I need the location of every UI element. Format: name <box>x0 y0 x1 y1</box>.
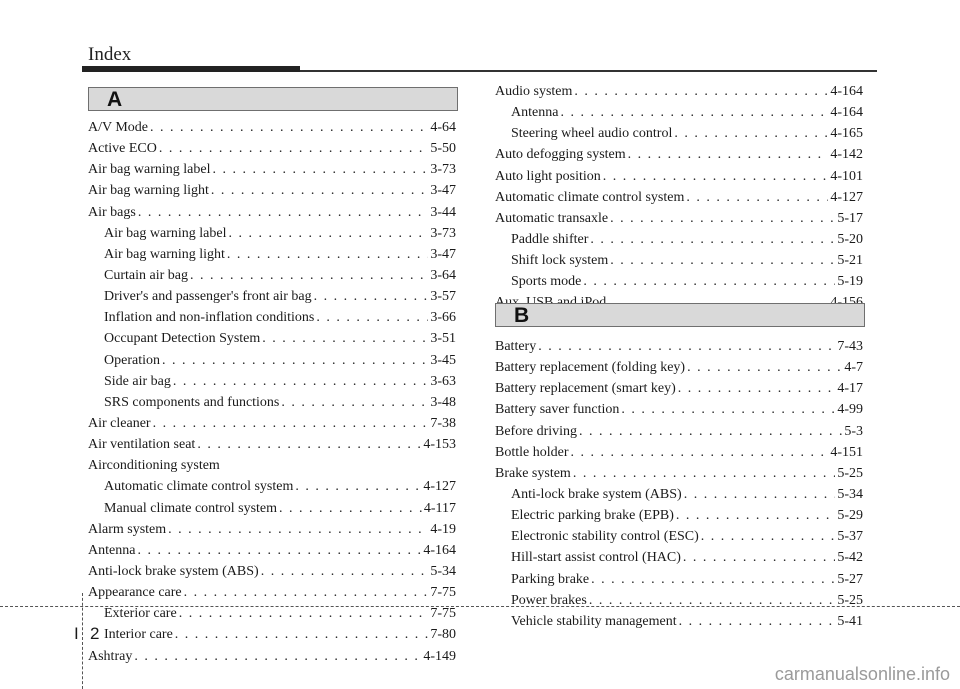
index-entry <box>495 147 863 168</box>
index-entry <box>495 211 863 232</box>
index-entry <box>88 522 456 543</box>
dot-leader <box>162 353 428 369</box>
index-term: A/V Mode <box>88 120 149 135</box>
index-term: SRS components and functions <box>104 394 280 410</box>
index-page-ref: 4-99 <box>837 402 863 418</box>
dot-leader <box>687 360 842 376</box>
index-page-ref: 4-17 <box>837 381 863 397</box>
dot-leader <box>197 437 421 453</box>
dot-leader <box>701 529 836 545</box>
dot-leader <box>175 627 429 643</box>
dot-leader <box>679 614 836 630</box>
section-header-a <box>88 87 458 111</box>
index-subentry <box>88 479 456 500</box>
index-entry <box>495 445 863 466</box>
index-page-ref: 7-43 <box>837 339 863 354</box>
index-term: Audio system <box>495 84 573 99</box>
index-entry <box>88 458 456 479</box>
index-entry <box>495 466 863 487</box>
index-page-ref: 4-142 <box>830 147 863 163</box>
index-entry <box>88 183 456 204</box>
index-page-ref: 3-63 <box>430 373 456 389</box>
dot-leader <box>211 183 428 199</box>
dot-leader <box>179 606 429 622</box>
index-term: Steering wheel audio control <box>511 126 673 142</box>
dot-leader <box>603 169 829 185</box>
dot-leader <box>621 402 835 418</box>
index-page-ref: 5-37 <box>837 529 863 545</box>
index-entry <box>495 424 863 445</box>
index-term: Paddle shifter <box>511 231 589 247</box>
index-entry <box>88 162 456 183</box>
index-term: Bottle holder <box>495 444 569 460</box>
footer-divider-horizontal <box>0 606 960 607</box>
index-term: Alarm system <box>88 521 167 537</box>
index-subentry <box>88 395 456 416</box>
index-page-ref: 5-50 <box>430 141 456 157</box>
index-page-ref: 5-21 <box>837 253 863 269</box>
index-term: Airconditioning system <box>88 458 220 474</box>
index-page-ref: 3-66 <box>430 310 456 326</box>
index-page-ref: 3-51 <box>430 331 456 347</box>
index-term: Air ventilation seat <box>88 437 196 453</box>
dot-leader <box>173 374 428 390</box>
dot-leader <box>573 466 836 482</box>
index-term: Antenna <box>511 105 559 121</box>
dot-leader <box>684 487 836 503</box>
dot-leader <box>316 310 428 326</box>
dot-leader <box>262 331 428 347</box>
index-page-ref: 4-153 <box>423 437 456 453</box>
index-term: Anti-lock brake system (ABS) <box>88 563 259 579</box>
index-term: Battery replacement (folding key) <box>495 360 686 376</box>
dot-leader <box>678 381 836 397</box>
index-term: Battery saver function <box>495 402 620 418</box>
index-page-ref: 7-38 <box>430 415 456 431</box>
index-term: Exterior care <box>104 606 177 622</box>
dot-leader <box>184 585 429 601</box>
index-subentry <box>495 487 863 508</box>
index-entry <box>88 205 456 226</box>
page-title: Index <box>88 44 132 65</box>
index-subentry <box>88 289 456 310</box>
index-page-ref: 4-117 <box>423 500 456 516</box>
index-page-ref: 4-151 <box>830 444 863 460</box>
index-term: Battery replacement (smart key) <box>495 381 676 397</box>
dot-leader <box>628 147 829 163</box>
index-entry <box>495 360 863 381</box>
index-term: Sports mode <box>511 274 582 290</box>
index-subentry <box>495 529 863 550</box>
index-entry <box>495 84 863 105</box>
dot-leader <box>212 162 428 178</box>
index-page-ref: 4-64 <box>430 120 456 135</box>
dot-leader <box>228 226 428 242</box>
index-page-ref: 4-164 <box>423 542 456 558</box>
index-entry <box>88 416 456 437</box>
title-rule-accent <box>82 66 300 72</box>
index-term: Active ECO <box>88 141 157 157</box>
dot-leader <box>590 232 835 248</box>
index-term: Auto defogging system <box>495 147 626 163</box>
index-term: Brake system <box>495 465 571 481</box>
index-entry <box>495 169 863 190</box>
dot-leader <box>574 84 828 100</box>
index-term: Power brakes <box>511 592 587 608</box>
index-subentry <box>88 331 456 352</box>
dot-leader <box>227 247 428 263</box>
index-term: Side air bag <box>104 373 171 389</box>
index-subentry <box>88 374 456 395</box>
index-page-ref: 5-27 <box>837 571 863 587</box>
index-term: Anti-lock brake system (ABS) <box>511 486 682 502</box>
index-page-ref: 4-164 <box>830 84 863 99</box>
index-page-ref: 7-75 <box>430 606 456 622</box>
dot-leader <box>538 339 835 355</box>
index-term: Occupant Detection System <box>104 331 261 347</box>
index-entry <box>495 402 863 423</box>
index-term: Parking brake <box>511 571 590 587</box>
index-term: Inflation and non-inflation conditions <box>104 310 315 326</box>
dot-leader <box>153 416 429 432</box>
index-entry <box>88 543 456 564</box>
index-subentry <box>88 353 456 374</box>
dot-leader <box>168 522 428 538</box>
index-subentry <box>88 606 456 627</box>
index-page-ref: 7-75 <box>430 585 456 601</box>
index-page-ref: 4-7 <box>844 360 863 376</box>
dot-leader <box>676 508 835 524</box>
index-term: Hill-start assist control (HAC) <box>511 550 681 566</box>
index-term: Appearance care <box>88 585 182 601</box>
index-term: Antenna <box>88 542 136 558</box>
section-header-b <box>495 303 865 327</box>
index-page-ref: 4-149 <box>423 648 456 664</box>
index-entry <box>88 564 456 585</box>
index-term: Auto light position <box>495 168 601 184</box>
index-term: Curtain air bag <box>104 267 188 283</box>
dot-leader <box>610 211 835 227</box>
index-page-ref: 4-127 <box>423 479 456 495</box>
dot-leader <box>579 424 842 440</box>
index-subentry <box>495 593 863 614</box>
index-entry <box>88 437 456 458</box>
index-page-ref: 3-57 <box>430 289 456 305</box>
index-entry <box>495 339 863 360</box>
index-page-ref: 5-34 <box>837 486 863 502</box>
dot-leader <box>279 501 422 517</box>
index-term: Air cleaner <box>88 415 151 431</box>
index-term: Automatic climate control system <box>104 479 294 495</box>
dot-leader <box>138 205 429 221</box>
index-page-ref: 5-34 <box>430 563 456 579</box>
index-term: Air bag warning light <box>88 183 209 199</box>
index-term: Ashtray <box>88 648 133 664</box>
index-page-ref: 3-47 <box>430 246 456 262</box>
index-term: Operation <box>104 352 160 368</box>
index-term: Electric parking brake (EPB) <box>511 508 674 524</box>
index-entry <box>88 141 456 162</box>
index-subentry <box>495 572 863 593</box>
index-page-ref: 7-80 <box>430 627 456 643</box>
index-subentry <box>88 501 456 522</box>
index-subentry <box>495 274 863 295</box>
index-column-right-b <box>495 339 863 635</box>
index-page-ref: 4-101 <box>830 168 863 184</box>
index-subentry <box>88 226 456 247</box>
index-page-ref: 5-20 <box>837 231 863 247</box>
index-entry <box>88 120 456 141</box>
dot-leader <box>281 395 428 411</box>
index-term: Vehicle stability management <box>511 613 677 629</box>
index-page-ref: 5-29 <box>837 508 863 524</box>
index-term: Air bag warning label <box>104 225 227 241</box>
index-subentry <box>88 268 456 289</box>
index-page-ref: 4-19 <box>430 521 456 537</box>
watermark: carmanualsonline.info <box>774 664 950 684</box>
dot-leader <box>261 564 429 580</box>
dot-leader <box>159 141 429 157</box>
dot-leader <box>583 274 835 290</box>
dot-leader <box>560 105 828 121</box>
footer-divider-vertical <box>82 593 83 689</box>
index-subentry <box>495 253 863 274</box>
section-letter-b: B <box>514 304 530 327</box>
index-entry <box>495 190 863 211</box>
index-page-ref: 3-47 <box>430 183 456 199</box>
index-subentry <box>88 310 456 331</box>
index-page-ref: 3-48 <box>430 394 456 410</box>
dot-leader <box>314 289 429 305</box>
dot-leader <box>190 268 428 284</box>
index-term: Shift lock system <box>511 253 609 269</box>
index-term: Air bag warning light <box>104 246 225 262</box>
index-entry <box>495 381 863 402</box>
section-letter-a: A <box>107 88 123 111</box>
index-term: Driver's and passenger's front air bag <box>104 289 312 305</box>
index-subentry <box>88 627 456 648</box>
dot-leader <box>571 445 829 461</box>
index-page-ref: 3-64 <box>430 267 456 283</box>
index-term: Before driving <box>495 423 578 439</box>
dot-leader <box>674 126 828 142</box>
index-subentry <box>495 232 863 253</box>
index-page-ref: 5-41 <box>837 613 863 629</box>
dot-leader <box>686 190 828 206</box>
dot-leader <box>683 550 835 566</box>
footer-section-label: I <box>74 624 79 643</box>
dot-leader <box>137 543 421 559</box>
index-subentry <box>495 508 863 529</box>
index-column-left <box>88 120 456 670</box>
index-page-ref: 5-19 <box>837 274 863 290</box>
index-page-ref: 5-42 <box>837 550 863 566</box>
index-term: Automatic transaxle <box>495 210 609 226</box>
index-page-ref: 5-3 <box>844 423 863 439</box>
index-subentry <box>495 105 863 126</box>
index-term: Air bags <box>88 204 136 220</box>
index-term: Interior care <box>104 627 173 643</box>
index-subentry <box>495 614 863 635</box>
index-page-ref: 3-44 <box>430 204 456 220</box>
dot-leader <box>134 649 421 665</box>
footer-page-number: 2 <box>90 624 100 643</box>
index-page-ref: 5-25 <box>837 465 863 481</box>
index-entry <box>88 649 456 670</box>
index-term: Battery <box>495 339 537 354</box>
index-term: Manual climate control system <box>104 500 278 516</box>
dot-leader <box>591 572 835 588</box>
index-term: Air bag warning label <box>88 162 211 178</box>
index-page-ref: 4-165 <box>830 126 863 142</box>
index-page-ref: 4-164 <box>830 105 863 121</box>
dot-leader <box>295 479 421 495</box>
index-column-right-a <box>495 84 863 317</box>
index-page-ref: 5-25 <box>837 592 863 608</box>
index-subentry <box>495 126 863 147</box>
index-page-ref: 3-73 <box>430 162 456 178</box>
index-term: Electronic stability control (ESC) <box>511 529 699 545</box>
index-page-ref: 3-73 <box>430 225 456 241</box>
index-page-ref: 5-17 <box>837 210 863 226</box>
dot-leader <box>150 120 428 136</box>
dot-leader <box>610 253 835 269</box>
index-subentry <box>88 247 456 268</box>
index-subentry <box>495 550 863 571</box>
index-entry <box>88 585 456 606</box>
index-page-ref: 3-45 <box>430 352 456 368</box>
index-page-ref: 4-127 <box>830 189 863 205</box>
index-term: Automatic climate control system <box>495 189 685 205</box>
